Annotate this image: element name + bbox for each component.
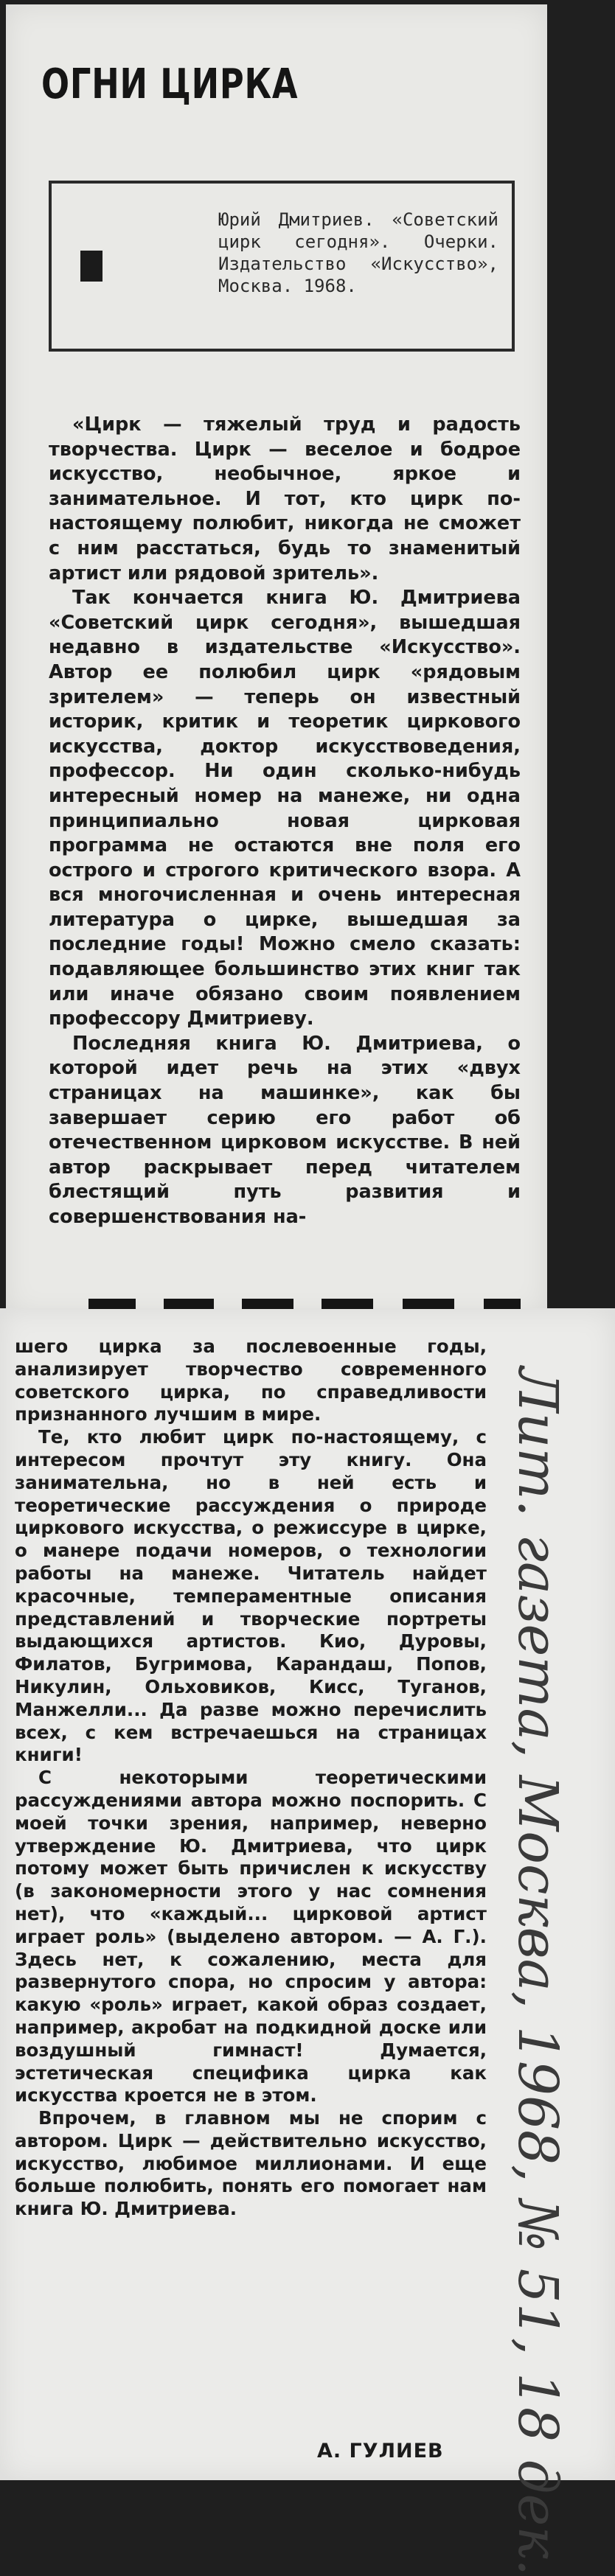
- article-column-bottom: [15, 1336, 487, 2221]
- book-reference-text: Юрий Дмитриев. «Советский цирк сегодня». Очерки. Издательство «Искусство», Москва. 1968.: [218, 209, 498, 296]
- paragraph: Впрочем, в главном мы не спорим с автором. Цирк — действительно искусство, искусство, любимое миллионами. И еще больше полюбить, понять его помогает нам книга Ю. Дмитриева.: [15, 2107, 487, 2220]
- paragraph: Те, кто любит цирк по-настоящему, с интересом прочтут эту книгу. Она занимательна, но в ней есть и теоретические рассуждения о природе циркового искусства, о режиссуре в цирке, о манере подачи номеров, о технологии работы на манеже. Читатель найдет красочные, темпераментные описания представлений и творческие портреты выдающихся артистов. Кио, Дуровы, Филатов, Бугримова, Карандаш, Попов, Никулин, Ольховиков, Кисс, Туганов, Манжелли... Да разве можно перечислить всех, с кем встречаешься на страницах книги!: [15, 1426, 487, 1766]
- paragraph: «Цирк — тяжелый труд и радость творчества. Цирк — веселое и бодрое искусство, необычное, яркое и занимательное. И тот, кто цирк по-настоящему полюбит, никогда не сможет с ним расстаться, будь то знаменитый артист или рядовой зритель».: [49, 413, 521, 584]
- paragraph: шего цирка за послевоенные годы, анализирует творчество современного советского цирка, по справедливости признанного лучшим в мире.: [15, 1336, 487, 1425]
- book-reference-box: [49, 181, 515, 352]
- paragraph: Так кончается книга Ю. Дмитриева «Советский цирк сегодня», вышедшая недавно в издательстве «Искусство». Автор ее полюбил цирк «рядовым зрителем» — теперь он известный историк, критик и теоретик циркового искусства, доктор искусствоведения, профессор. Ни один сколько-нибудь интересный номер на манеже, ни одна принципиально новая цирковая программа не остаются вне поля его острого и строгого критического взора. А вся многочисленная и очень интересная литература о цирке, вышедшая за последние годы! Можно смело сказать: подавляющее большинство этих книг так или иначе обязано своим появлением профессору Дмитриеву.: [49, 587, 521, 1030]
- paragraph: С некоторыми теоретическими рассуждениями автора можно поспорить. С моей точки зрения, например, неверно утверждение Ю. Дмитриева, что цирк потому может быть причислен к искусству (в закономерности этого у нас сомнения нет), что «каждый... цирковой артист играет роль» (выделено автором. — А. Г.). Здесь нет, к сожалению, места для развернутого спора, но спросим у автора: какую «роль» играет, какой образ создает, например, акробат на подкидной доске или воздушный гимнаст! Думается, эстетическая специфика цирка как искусства кроется не в этом.: [15, 1767, 487, 2106]
- article-author: А. ГУЛИЕВ: [317, 2440, 444, 2462]
- cut-line-dash: [484, 1299, 521, 1309]
- article-column-top: [49, 413, 521, 1230]
- cut-line-dash: [164, 1299, 214, 1309]
- cut-line-dash: [242, 1299, 293, 1309]
- cut-line-dash: [403, 1299, 454, 1309]
- handwritten-source-note: [490, 1367, 578, 1809]
- paragraph: Последняя книга Ю. Дмитриева, о которой идет речь на этих «двух страницах на машинке», как бы завершает серию его работ об отечественном цирковом искусстве. В ней автор раскрывает перед читателем блестящий путь развития и совершенствования на-: [49, 1032, 521, 1228]
- square-marker-icon: [80, 251, 102, 282]
- cut-line-dash: [322, 1299, 373, 1309]
- cut-line-dash: [88, 1299, 136, 1309]
- article-title: ОГНИ ЦИРКА: [41, 60, 299, 108]
